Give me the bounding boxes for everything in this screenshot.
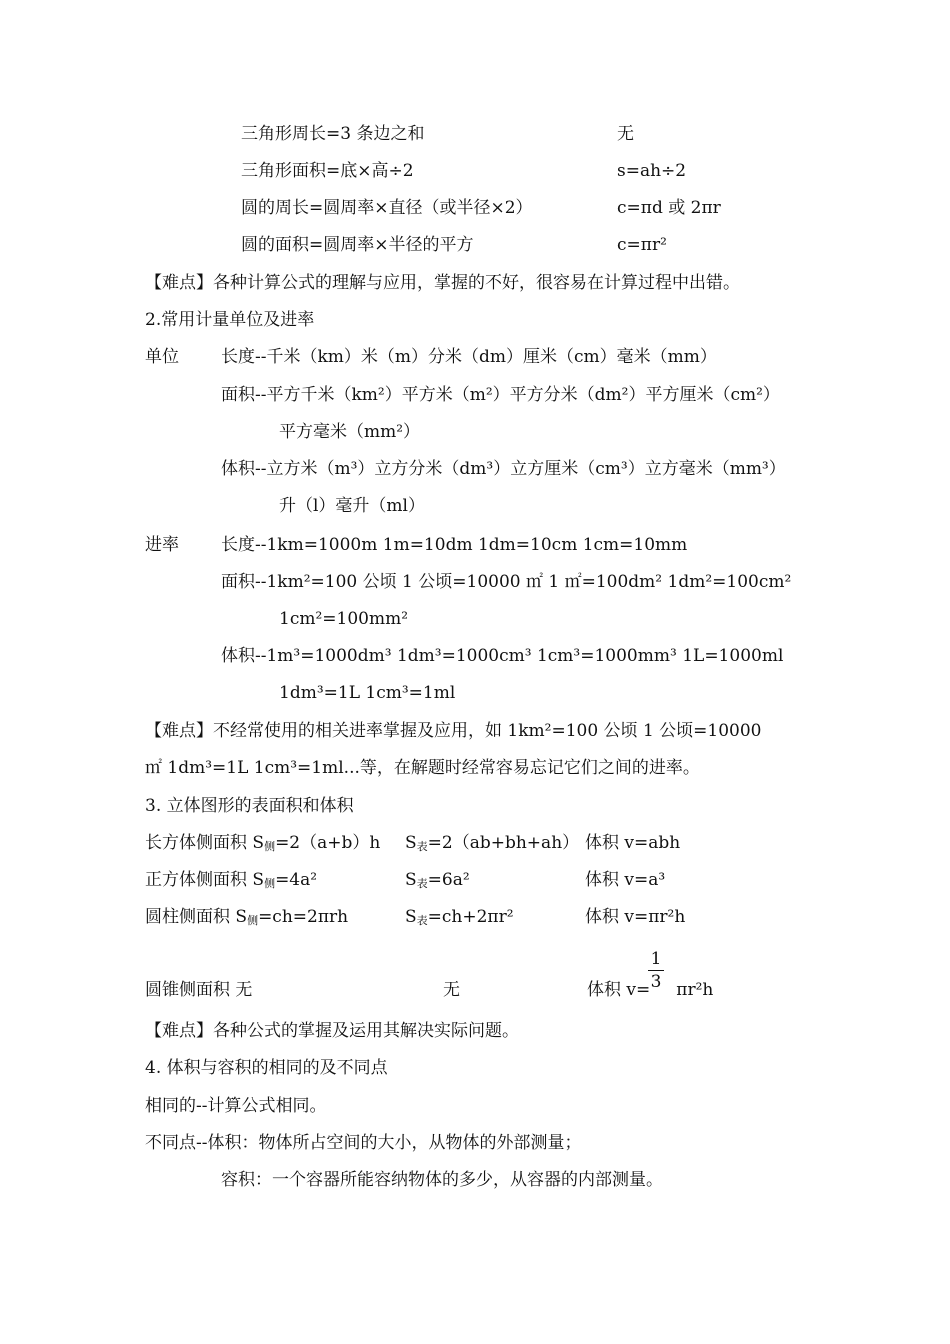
difficulty-note-2-cont: ㎡ 1dm³=1L 1cm³=1ml...等，在解题时经常容易忘记它们之间的进率。 <box>145 758 700 778</box>
units-volume: 体积--立方米（m³）立方分米（dm³）立方厘米（cm³）立方毫米（mm³） <box>221 459 786 479</box>
difficulty-note-1: 【难点】各种计算公式的理解与应用，掌握的不好，很容易在计算过程中出错。 <box>145 273 740 293</box>
rates-area-cont: 1cm²=100mm² <box>279 609 409 629</box>
solid-volume: 体积 v=a³ <box>585 870 666 890</box>
section-4-title: 4. 体积与容积的相同的及不同点 <box>145 1058 388 1078</box>
solid-surface-area: $S_表=ch+2\pi r^2$ <box>405 907 514 927</box>
fraction-denominator: 3 <box>650 972 662 992</box>
solid-volume: 体积 v=πr²h <box>585 907 686 927</box>
difficulty-note-2: 【难点】不经常使用的相关进率掌握及应用，如 1km²=100 公顷 1 公顷=10000 <box>145 721 762 741</box>
difference-capacity: 容积：一个容器所能容纳物体的多少，从容器的内部测量。 <box>221 1170 663 1190</box>
cone-volume: 体积 v= πr²h <box>587 980 714 1000</box>
rates-length: 长度--1km=1000m 1m=10dm 1dm=10cm 1cm=10mm <box>221 535 688 555</box>
formula-text: 三角形周长=3 条边之和 <box>241 124 425 144</box>
rates-volume-cont: 1dm³=1L 1cm³=1ml <box>279 683 456 703</box>
units-area: 面积--平方千米（km²）平方米（m²）平方分米（dm²）平方厘米（cm²） <box>221 385 780 405</box>
formula-symbol: c=πr² <box>617 235 667 255</box>
units-volume-cont: 升（l）毫升（ml） <box>279 496 425 516</box>
formula-symbol: c=πd 或 2πr <box>617 198 721 218</box>
solid-lateral-area: 正方体侧面积 $S_侧=4a^2$ <box>145 870 318 890</box>
units-label: 单位 <box>145 347 179 367</box>
fraction-numerator: 1 <box>650 949 662 969</box>
units-area-cont: 平方毫米（mm²） <box>279 422 421 442</box>
solid-surface-area: $S_表=2(ab+bh+ah)$ <box>405 833 580 853</box>
rates-volume: 体积--1m³=1000dm³ 1dm³=1000cm³ 1cm³=1000mm³ 1L=1000ml <box>221 646 784 666</box>
solid-volume: 体积 v=abh <box>585 833 681 853</box>
fraction-bar <box>648 970 664 971</box>
rates-label: 进率 <box>145 535 179 555</box>
section-2-title: 2.常用计量单位及进率 <box>145 310 315 330</box>
units-length: 长度--千米（km）米（m）分米（dm）厘米（cm）毫米（mm） <box>221 347 717 367</box>
solid-lateral-area: 圆柱侧面积 $S_侧=ch=2\pi rh$ <box>145 907 349 927</box>
formula-symbol: 无 <box>617 124 634 144</box>
formula-text: 三角形面积=底×高÷2 <box>241 161 414 181</box>
cone-volume-fraction <box>648 949 664 992</box>
rates-area: 面积--1km²=100 公顷 1 公顷=10000 ㎡ 1 ㎡=100dm² 1dm²=100cm² <box>221 572 792 592</box>
cone-lateral-area: 圆锥侧面积 无 <box>145 980 253 1000</box>
difficulty-note-3: 【难点】各种公式的掌握及运用其解决实际问题。 <box>145 1021 519 1041</box>
difference-volume: 不同点--体积：物体所占空间的大小，从物体的外部测量； <box>145 1133 582 1153</box>
formula-text: 圆的周长=圆周率×直径（或半径×2） <box>241 198 533 218</box>
section-3-title: 3. 立体图形的表面积和体积 <box>145 796 354 816</box>
solid-lateral-area: 长方体侧面积 $S_侧=2(a+b)h$ <box>145 833 381 853</box>
same-point: 相同的--计算公式相同。 <box>145 1096 327 1116</box>
formula-symbol: s=ah÷2 <box>617 161 687 181</box>
cone-surface-area: 无 <box>443 980 460 1000</box>
solid-surface-area: $S_表=6a^2$ <box>405 870 470 890</box>
formula-text: 圆的面积=圆周率×半径的平方 <box>241 235 474 255</box>
